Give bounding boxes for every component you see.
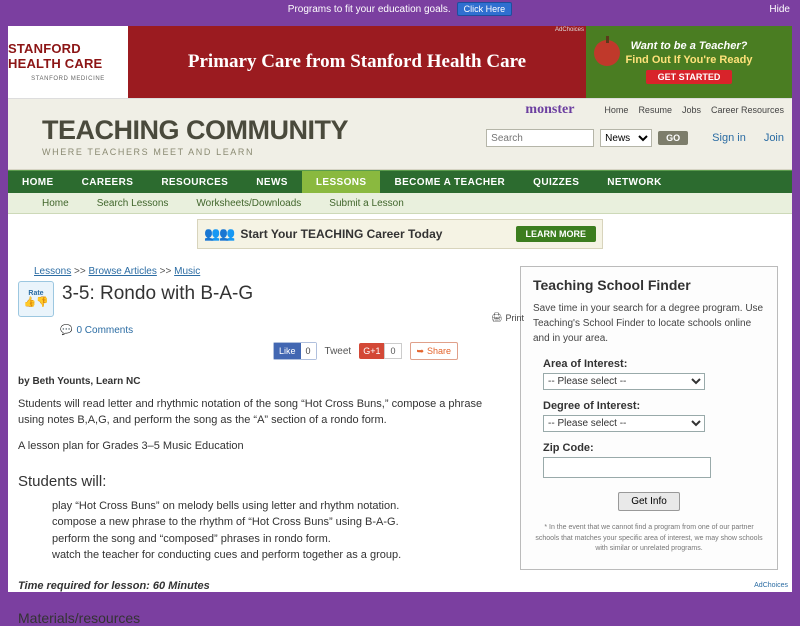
site-header — [8, 99, 792, 170]
nav-item-news[interactable]: NEWS — [256, 176, 288, 188]
breadcrumb-music[interactable]: Music — [174, 266, 201, 277]
degree-of-interest-select[interactable] — [543, 415, 705, 432]
stanford-logo — [8, 26, 128, 98]
sub-navigation — [8, 193, 792, 214]
subnav-item-search-lessons[interactable]: Search Lessons — [96, 197, 169, 209]
article-column — [18, 260, 524, 626]
monster-link-career-resources[interactable]: Career Resources — [710, 105, 784, 115]
breadcrumb-sep-2: >> — [159, 266, 172, 277]
adchoices-label[interactable]: AdChoices — [554, 27, 584, 33]
get-info-button[interactable]: Get Info — [618, 492, 680, 511]
area-of-interest-select[interactable] — [543, 373, 705, 390]
list-item: play “Hot Cross Buns” on melody bells using letter and rhythm notation. — [52, 499, 400, 512]
facebook-like-label: Like — [274, 343, 301, 359]
school-finder-widget — [520, 266, 778, 570]
school-finder-intro: Save time in your search for a degree program. Use Teaching's School Finder to locate schools online and in your area. — [533, 303, 764, 344]
subnav-item-home[interactable]: Home — [42, 197, 69, 209]
comments-count-label: 0 Comments — [76, 325, 134, 336]
printer-icon: 🖨 — [491, 312, 503, 322]
comments-link[interactable] — [60, 325, 508, 336]
zip-code-label: Zip Code: — [543, 442, 594, 454]
mid-promo-wrapper — [8, 214, 792, 254]
article-grade-note: A lesson plan for Grades 3–5 Music Education — [18, 439, 244, 452]
list-item: perform the song and “composed” phrases in rondo form. — [52, 532, 331, 545]
top-promo-bar — [0, 0, 800, 18]
monster-logo[interactable]: monster — [525, 102, 575, 117]
stanford-logo-line2: STANFORD MEDICINE — [31, 75, 105, 82]
sign-in-link[interactable]: Sign in — [712, 132, 746, 144]
objectives-list — [18, 498, 508, 564]
breadcrumb-lessons[interactable]: Lessons — [34, 266, 72, 277]
nav-item-resources[interactable]: RESOURCES — [161, 176, 229, 188]
teacher-ad-line1: Want to be a Teacher? — [630, 40, 748, 52]
materials-heading: Materials/resources — [18, 609, 141, 626]
nav-item-lessons[interactable]: LESSONS — [302, 171, 381, 193]
nav-item-network[interactable]: NETWORK — [607, 176, 662, 188]
nav-item-home[interactable]: HOME — [22, 176, 54, 188]
sidebar-column — [520, 260, 778, 626]
area-of-interest-field — [543, 358, 765, 390]
promo-click-here-button[interactable]: Click Here — [457, 2, 513, 16]
article-summary: Students will read letter and rhythmic notation of the song “Hot Cross Buns,” compose a phrase using notes B,A,G, and perform the song as the “A” section of a rondo form. — [18, 398, 483, 426]
print-label: Print — [505, 312, 524, 323]
breadcrumb-browse-articles[interactable]: Browse Articles — [88, 266, 157, 277]
page-title: 3-5: Rondo with B-A-G — [62, 283, 254, 304]
banner-ads-row — [8, 26, 792, 99]
apple-icon — [594, 40, 620, 66]
comment-bubble-icon: 💬 — [60, 325, 73, 336]
facebook-like-count: 0 — [301, 343, 316, 359]
school-finder-title: Teaching School Finder — [533, 277, 691, 293]
promo-hide-link[interactable]: Hide — [769, 3, 790, 15]
join-link[interactable]: Join — [763, 132, 784, 144]
main-navigation — [8, 170, 792, 193]
content-area — [8, 254, 792, 626]
area-of-interest-label: Area of Interest: — [543, 358, 628, 370]
brand-title: TEACHING COMMUNITY — [42, 115, 348, 145]
print-link[interactable] — [491, 312, 524, 323]
zip-code-input[interactable] — [543, 457, 711, 478]
social-share-row — [273, 342, 508, 360]
objectives-heading: Students will: — [18, 472, 107, 490]
brand-tagline: WHERE TEACHERS MEET AND LEARN — [42, 147, 255, 157]
school-finder-disclaimer: * In the event that we cannot find a program from one of our partner schools that matches your specific area of interest, we may show schools with similar or unrelated programs. — [535, 524, 763, 552]
monster-link-jobs[interactable]: Jobs — [681, 105, 701, 115]
time-required: Time required for lesson: 60 Minutes — [18, 579, 210, 592]
mid-promo-banner[interactable] — [197, 219, 603, 249]
mid-promo-text: Start Your TEACHING Career Today — [240, 227, 443, 241]
nav-item-careers[interactable]: CAREERS — [81, 176, 134, 188]
footer-adchoices[interactable]: AdChoices — [754, 582, 788, 589]
article-title-row — [18, 281, 508, 317]
search-scope-select[interactable] — [600, 129, 652, 147]
page-frame — [8, 26, 792, 626]
google-plus-count: 0 — [384, 343, 401, 359]
stanford-ad-headline: Primary Care from Stanford Health Care — [187, 51, 527, 72]
thumbs-icon: 👍👎 — [23, 297, 49, 308]
zip-code-field — [543, 442, 765, 478]
breadcrumb-sep-1: >> — [74, 266, 86, 277]
teacher-ad-line2: Find Out If You're Ready — [625, 54, 753, 66]
search-go-button[interactable]: GO — [658, 131, 688, 145]
people-icon: 👥👥 — [204, 226, 235, 241]
subnav-item-submit-a-lesson[interactable]: Submit a Lesson — [329, 197, 404, 209]
monster-link-home[interactable]: Home — [604, 105, 629, 115]
share-button[interactable] — [410, 342, 459, 360]
search-input[interactable] — [486, 129, 594, 147]
subnav-item-worksheets-downloads[interactable]: Worksheets/Downloads — [196, 197, 302, 209]
monster-link-resume[interactable]: Resume — [638, 105, 672, 115]
share-label: Share — [427, 346, 452, 356]
share-icon: ➥ — [416, 345, 425, 356]
twitter-tweet-button[interactable]: Tweet — [324, 345, 352, 357]
article-byline: by Beth Younts, Learn NC — [18, 376, 141, 387]
site-brand[interactable] — [42, 115, 348, 157]
monster-top-bar — [364, 99, 792, 121]
rate-button[interactable] — [18, 281, 54, 317]
stanford-logo-line1: STANFORD HEALTH CARE — [8, 41, 103, 71]
degree-of-interest-field — [543, 400, 765, 432]
stanford-health-ad[interactable] — [8, 26, 586, 98]
nav-item-become-a-teacher[interactable]: BECOME A TEACHER — [394, 176, 506, 188]
promo-text: Programs to fit your education goals. — [287, 3, 451, 15]
list-item: compose a new phrase to the rhythm of “Hot Cross Buns” using B-A-G. — [52, 516, 399, 529]
teacher-ad-cta[interactable]: GET STARTED — [646, 70, 733, 84]
mid-promo-learn-more-button[interactable]: LEARN MORE — [516, 226, 597, 242]
nav-item-quizzes[interactable]: QUIZZES — [533, 176, 580, 188]
become-teacher-ad[interactable] — [586, 26, 792, 98]
list-item: watch the teacher for conducting cues and perform together as a group. — [52, 549, 402, 562]
rate-label: Rate — [28, 290, 44, 297]
google-plus-label: G+1 — [359, 343, 384, 359]
degree-of-interest-label: Degree of Interest: — [543, 400, 641, 412]
google-plus-button[interactable] — [359, 343, 401, 359]
facebook-like-button[interactable] — [273, 342, 317, 360]
breadcrumb — [34, 266, 508, 277]
header-search-area — [486, 129, 784, 147]
